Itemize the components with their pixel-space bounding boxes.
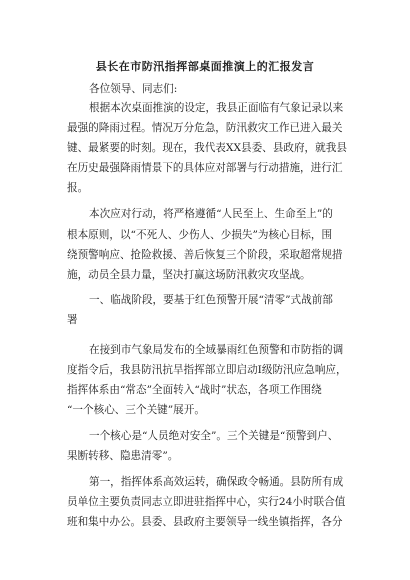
document-title: 县长在市防汛指挥部桌面推演上的汇报发言 [95,60,315,73]
paragraph-line: 本次应对行动，将严格遵循“人民至上、生命至上”的 [89,208,333,220]
paragraph-line: 第一，指挥体系高效运转，确保政令畅通。县防所有成 [89,476,344,488]
paragraph-line: 根据本次桌面推演的设定，我县正面临有气象记录以来 [89,102,344,114]
paragraph-line: 在历史最强降雨情景下的具体应对部署与行动措施，进行汇 [67,162,343,174]
paragraph-line: 一个核心是“人员绝对安全”。三个关键是“预警到户、 [89,430,339,442]
paragraph-line: 指挥体系由“常态”全面转入“战时”状态，各项工作围绕 [67,384,322,396]
paragraph-line: 施，动员全县力量，坚决打赢这场防汛救灾攻坚战。 [67,269,311,281]
paragraph-line: 员单位主要负责同志立即进驻指挥中心，实行24小时联合值 [67,496,346,508]
paragraph-line: 根本原则，以“不死人、少伤人、少损失”为核心目标，围 [67,229,333,241]
section-heading: 一、临战阶段，要基于红色预警开展“清零”式战前部 [89,294,333,306]
paragraph-line: 在接到市气象局发布的全域暴雨红色预警和市防指的调 [89,344,344,356]
section-heading: 署 [67,314,78,326]
paragraph-line: 最强的降雨过程。情况万分危急，防汛救灾工作已进入最关 [67,122,343,134]
paragraph-line: 班和集中办公。县委、县政府主要领导一线坐镇指挥，各分 [67,516,343,528]
paragraph-line: “一个核心、三个关键”展开。 [67,404,205,416]
paragraph-line: 度指令后，我县防汛抗旱指挥部立即启动Ⅰ级防汛应急响应， [67,364,347,376]
paragraph-line: 果断转移、隐患清零”。 [67,450,179,462]
paragraph-line: 绕预警响应、抢险救援、善后恢复三个阶段，采取超常规措 [67,249,343,261]
salutation: 各位领导、同志们: [89,83,178,95]
paragraph-line: 报。 [67,182,89,194]
paragraph-line: 键、最紧要的时刻。现在，我代表XX县委、县政府，就我县 [67,142,347,154]
